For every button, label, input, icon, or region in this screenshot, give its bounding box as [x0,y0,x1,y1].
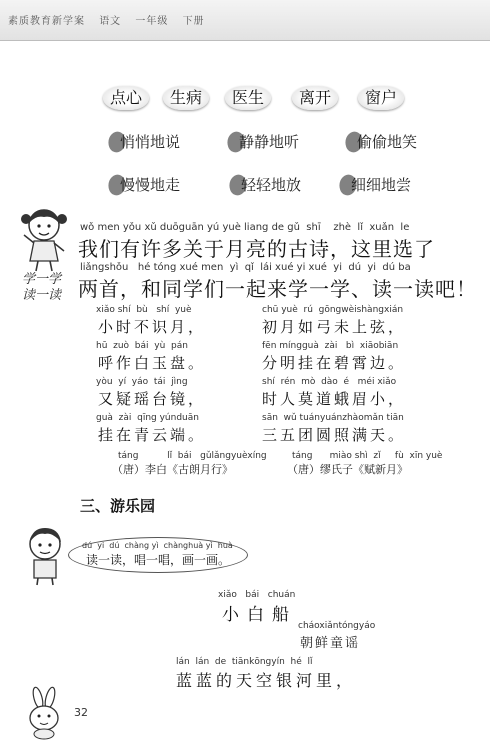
bubble-text: 读一读，唱一唱，画一画。 [86,553,231,567]
phrase: 细细地尝 [339,172,417,198]
poem-right-pinyin: sān wǔ tuányuánzhàomǎn tiān [262,413,404,423]
song-origin: 朝鲜童谣 [300,636,361,651]
word-pill: 生病 [163,86,209,110]
song-title: 小白船 [222,605,297,625]
poem-left-attribution: （唐）李白《古朗月行》 [112,463,233,476]
poem-right-line: 分明挂在碧霄边。 [262,354,407,372]
intro-pinyin-2: liǎngshǒu hé tóng xué men yì qǐ lái xué yi xué yi dú yi dú ba [80,262,411,273]
poem-left-pinyin: yòu yí yáo tái jìng [96,377,188,387]
poem-right-line: 时人莫道蛾眉小， [262,390,407,408]
header-term: 下册 [182,16,205,27]
word-pill: 窗户 [358,86,404,110]
poem-left-attrib-pinyin: táng lǐ bái gǔlǎngyuèxíng [118,451,267,461]
poem-right-line: 初月如弓未上弦， [262,318,407,336]
poem-right-attrib-pinyin: táng miào shì zǐ fù xīn yuè [292,451,443,461]
poem-right-pinyin: chū yuè rú gōngwèishàngxián [262,305,404,315]
poem-right-pinyin: shí rén mò dào é méi xiǎo [262,377,397,387]
header-text [8,12,215,27]
poem-left-line: 挂在青云端。 [98,426,207,444]
header-series: 素质教育新学案 [8,16,85,27]
song-origin-pinyin: cháoxiǎntóngyáo [298,621,376,631]
header-grade: 一年级 [135,16,169,27]
poem-right-line: 三五团圆照满天。 [262,426,407,444]
boy-illustration [22,524,68,586]
page-number: 32 [74,706,88,719]
poem-left-line: 小时不识月， [98,318,207,336]
poem-right-pinyin: fēn míngguà zài bì xiāobiān [262,341,399,351]
poem-left-pinyin: guà zài qīng yúnduān [96,413,199,423]
side-label: 学一学 读一读 [22,272,62,303]
song-line: 蓝蓝的天空银河里， [176,671,357,690]
intro-line-1: 我们有许多关于月亮的古诗，这里选了 [78,237,435,261]
word-pill: 离开 [292,86,338,110]
phrase: 静静地听 [227,129,305,155]
poem-left-pinyin: xiǎo shí bù shí yuè [96,305,192,315]
phrase: 偷偷地笑 [345,129,423,155]
header-subject: 语文 [99,16,122,27]
phrase: 轻轻地放 [229,172,307,198]
song-title-pinyin: xiǎo bái chuán [218,590,296,600]
poem-left-pinyin: hū zuò bái yù pán [96,341,188,351]
section-title: 三、游乐园 [80,497,156,515]
intro-line-2: 两首，和同学们一起来学一学、读一读吧！ [78,277,477,301]
poem-left-line: 呼作白玉盘。 [98,354,207,372]
rabbit-illustration [18,686,72,740]
word-pill: 点心 [103,86,149,110]
bubble-pinyin: dú yi dú chàng yì chànghuà yì huà [82,541,233,550]
poem-right-attribution: （唐）缪氏子《赋新月》 [287,463,408,476]
intro-pinyin-1: wǒ men yǒu xǔ duōguān yú yuè liang de gǔ shī zhè lǐ xuǎn le [80,222,410,233]
word-pill: 医生 [225,86,271,110]
phrase: 悄悄地说 [108,129,186,155]
poem-left-line: 又疑瑶台镜， [98,390,207,408]
phrase: 慢慢地走 [108,172,186,198]
girl-illustration [20,205,68,273]
song-line-pinyin: lán lán de tiānkōngyín hé lǐ [176,657,313,667]
